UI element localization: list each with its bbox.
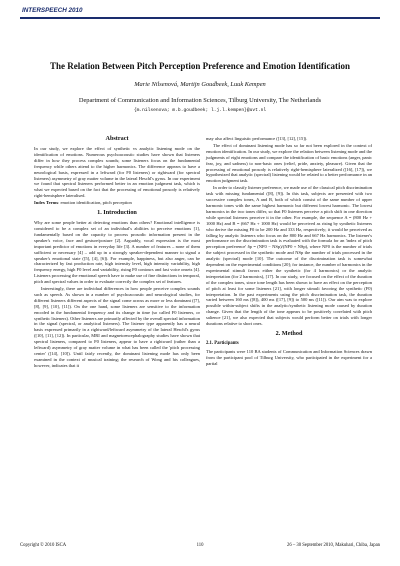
intro-paragraph-2: Interestingly, there are individual differences in how people perceive complex sounds such as speech. As shown in a number of psychoacoustic and neurological studies, for different listeners different aspects of the signal come across as more or less dominant ([7], [8], [9], [10], [11]). On the one hand, some listeners are sensitive to the information encoded in the fundamental frequency and its change in time (so called F0 listeners, or synthetic listeners). Other listeners are primarily affected by the overall spectral information in the signal (spectral, or analytical listeners). The listener type apparently has a neural basis expressed primarily in a rightward/leftward asymmetry of the lateral Heschl's gyrus ([10], [11], [12]). In particular, MRI and magnetoencephalography studies have shown that spectral listeners, compared to F0 listeners, appear to have a rightward (rather than a leftward) asymmetry of gray matter volume in what has been called the 'pitch processing center' ([14], [10]). Until fairly recently, the dominant listening mode has only been examined in the context of musical training; the research of Wong and his colleagues, however, indicates that it xyxy=(34,286,200,368)
abstract-heading: Abstract xyxy=(105,135,129,142)
index-terms xyxy=(34,200,200,206)
paper-authors: Marie Nilsenová, Martijn Goudbeek, Luuk Kempen xyxy=(134,81,266,88)
footer-venue: 26 – 30 September 2010, Makuhari, Chiba, Japan xyxy=(287,543,380,548)
intro-paragraph-1: Why are some people better at detecting emotions than others? Emotional intelligence is considered to be a complex set of an individual's abilities to perceive emotions [1], fundamentally based on the capacity to process prosodic information present in the speaker's voice, face and gesture/posture [2]. Arguably, vocal expression is the most important predictor of emotions in everyday life [3]. A number of features – none of them sufficient or necessary [4] – add up in a strongly speaker-dependent manner to signal a speaker's emotional state ([5], [4], [6]). For example, happiness, but also anger, can be characterized by fast production rate, high intensity level, high intensity variability, high frequency energy, high F0 level and variability, rising F0 contours and fast voice onsets [4]. Listeners processing the emotional speech have to make use of fine distinctions in temporal, pitch and spectral values in order to evaluate correctly the complex set of features. xyxy=(34,220,200,285)
index-terms-label: Index Terms xyxy=(34,200,59,206)
conference-header: INTERSPEECH 2010 xyxy=(22,7,83,14)
paper-title: The Relation Between Pitch Perception Preference and Emotion Identification xyxy=(50,61,350,71)
abstract-text: In our study, we explore the effect of synthetic vs analytic listening mode on the identification of emotions. Numerous psychoacoustic studies have shown that listeners differ in how they process complex sounds; some listeners focus on the fundamental frequency while others attend to the higher harmonics. The difference appears to have a neurological basis, expressed in a leftward (for F0 listeners) or rightward (for spectral listeners) asymmetry of gray matter volume in the lateral Heschl's gyrus. In our experiment we found that spectral listeners performed better in an emotion judgment task, which is what we expected based on the fact that the processing of emotional prosody is relatively right-hemisphere lateralised. xyxy=(34,146,200,199)
author-emails: {m.nilsenova; m.b.goudbeek; l.j.l.kempen}@uvt.nl xyxy=(133,108,267,113)
intro-heading: 1. Introduction xyxy=(97,209,137,217)
index-terms-text: : emotion identification, pitch perception xyxy=(58,200,132,206)
paper-affiliation: Department of Communication and Information Sciences, Tilburg University, The Netherlands xyxy=(78,97,322,104)
header-rule xyxy=(20,17,380,19)
footer-page-number: 110 xyxy=(196,543,204,548)
right-paragraph-2: In order to classify listener preference, we made use of the classical pitch discrimination task with missing fundamental ([8], [9]). In this task, subjects are presented with two successive complex tones, A and B, both of which consist of the same number of upper harmonic tones with the same highest harmonic but different lowest harmonic. The lowest harmonics in the two tones differ, so that F0 listeners perceive a pitch shift in one direction while spectral listeners perceive it in the other. For example, the sequence A = (800 Hz + 1000 Hz) and B = (667 Hz + 1000 Hz) would be perceived as rising by synthetic listeners who derive the missing F0 to be 200 Hz and 333 Hz, respectively; it would be perceived as falling by analytic listeners who focus on the 800 Hz and 667 Hz harmonics. The listener's performance on the discrimination task is evaluated with the formula for an 'index of pitch perception preference' δp = (NF0 − NSp)/(NF0 + NSp), where NF0 is the number of trials the subject processed in the synthetic mode and NSp the number of trials processed in the analytic (spectral) mode [10]. The outcome of the discrimination task is somewhat dependent on the experimental conditions [20]; for instance, the number of harmonics in the experimental stimuli favors either the synthetic (for 4 harmonics) or the analytic interpretation (for 2 harmonics), [17]. In our study, we focused on the effect of the duration of the complex tones, since tone length has been shown to have an effect on the perception of pitch at least for some listeners [21], with longer stimuli favoring the synthetic (F0) interpretation. In the past experiments using the pitch discrimination task, the duration varied between 160 ms ([8]), 400 ms ([17], [9]) to 500 ms ([11]). Our aim was to explore possible within-subject shifts in the analytic/synthetic listening mode caused by duration change. Given that the length of the tone appears to be positively correlated with pitch salience [21], we also expected that subjects would perform better on trials with longer durations relative to short ones. xyxy=(206,185,372,327)
right-paragraph-0: may also affect linguistic performance ([13], [12], [15]). xyxy=(206,136,308,141)
participants-heading: 2.1. Participants xyxy=(206,341,239,346)
left-column xyxy=(34,132,200,370)
participants-paragraph: The participants were 110 BA students of Communication and Information Sciences drawn from the participant pool of Tilburg University, who participated in the experiment for a partial xyxy=(206,348,372,366)
right-column xyxy=(206,136,372,368)
method-heading: 2. Method xyxy=(275,330,303,337)
footer-copyright: Copyright © 2010 ISCA xyxy=(20,543,67,548)
right-paragraph-1: The effect of dominant listening mode has so far not been explored in the context of emotion identification. In our study, we explore the relation between listening mode and the judgments of eight emotions and compare the identification of basic emotions (anger, panic fear, joy, and sadness) to non-basic ones (relief, pride, anxiety, pleasure). Given that the processing of emotional prosody is relatively right-hemisphere lateralized ([16], [17]), we hypothesized that analytic (spectral) listening would be related to a better performance in an emotion judgment task. xyxy=(206,142,372,184)
